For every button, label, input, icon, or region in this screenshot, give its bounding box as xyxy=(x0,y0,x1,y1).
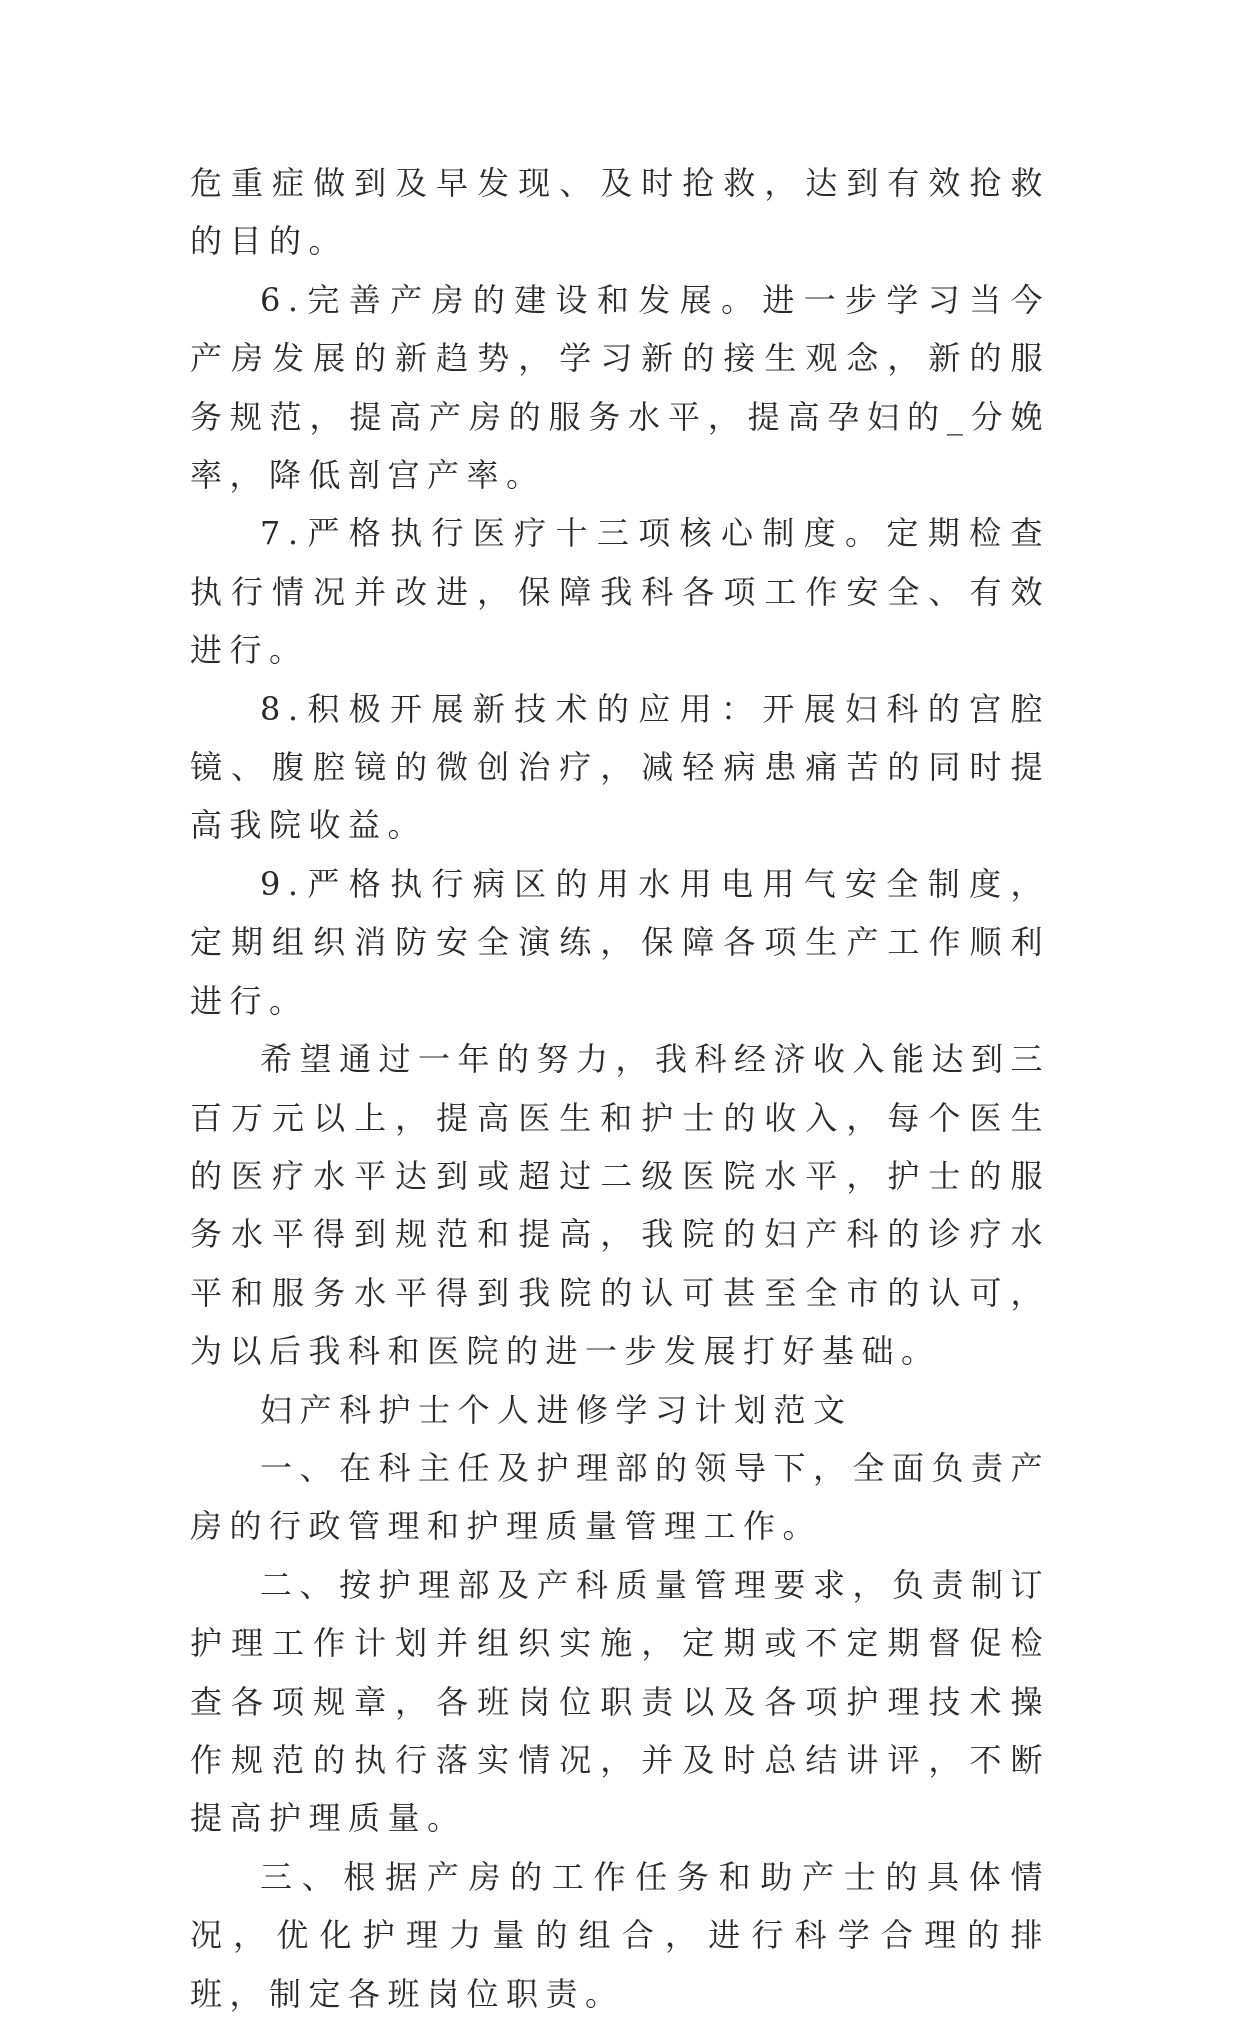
paragraph-point-3: 三、根据产房的工作任务和助产士的具体情况，优化护理力量的组合，进行科学合理的排班，制定各班岗位职责。 xyxy=(190,1857,1050,2013)
paragraph-continuation: 危重症做到及早发现、及时抢救，达到有效抢救的目的。 xyxy=(190,164,1050,261)
paragraph-point-2: 二、按护理部及产科质量管理要求，负责制订护理工作计划并组织实施，定期或不定期督促检查各项规章，各班岗位职责以及各项护理技术操作规范的执行落实情况，并及时总结讲评，不断提高护理质量。 xyxy=(190,1565,1051,1838)
paragraph-item-7: 7.严格执行医疗十三项核心制度。定期检查执行情况并改进，保障我科各项工作安全、有效进行。 xyxy=(190,514,1050,670)
paragraph-point-1: 一、在科主任及护理部的领导下，全面负责产房的行政管理和护理质量管理工作。 xyxy=(190,1448,1051,1546)
paragraph-item-6: 6.完善产房的建设和发展。进一步学习当今产房发展的新趋势，学习新的接生观念，新的服务规范，提高产房的服务水平，提高孕妇的_分娩率，降低剖宫产率。 xyxy=(190,280,1050,495)
paragraph-item-8: 8.积极开展新技术的应用：开展妇科的宫腔镜、腹腔镜的微创治疗，减轻病患痛苦的同时提高我院收益。 xyxy=(190,689,1050,845)
paragraph-summary: 希望通过一年的努力，我科经济收入能达到三百万元以上，提高医生和护士的收入，每个医生的医疗水平达到或超过二级医院水平，护士的服务水平得到规范和提高，我院的妇产科的诊疗水平和服务水平得到我院的认可甚至全市的认可，为以后我科和医院的进一步发展打好基础。 xyxy=(190,1040,1051,1371)
paragraph-item-9: 9.严格执行病区的用水用电用气安全制度，定期组织消防安全演练，保障各项生产工作顺利进行。 xyxy=(190,864,1050,1020)
section-heading: 妇产科护士个人进修学习计划范文 xyxy=(260,1390,853,1429)
document-body xyxy=(190,154,1050,2023)
